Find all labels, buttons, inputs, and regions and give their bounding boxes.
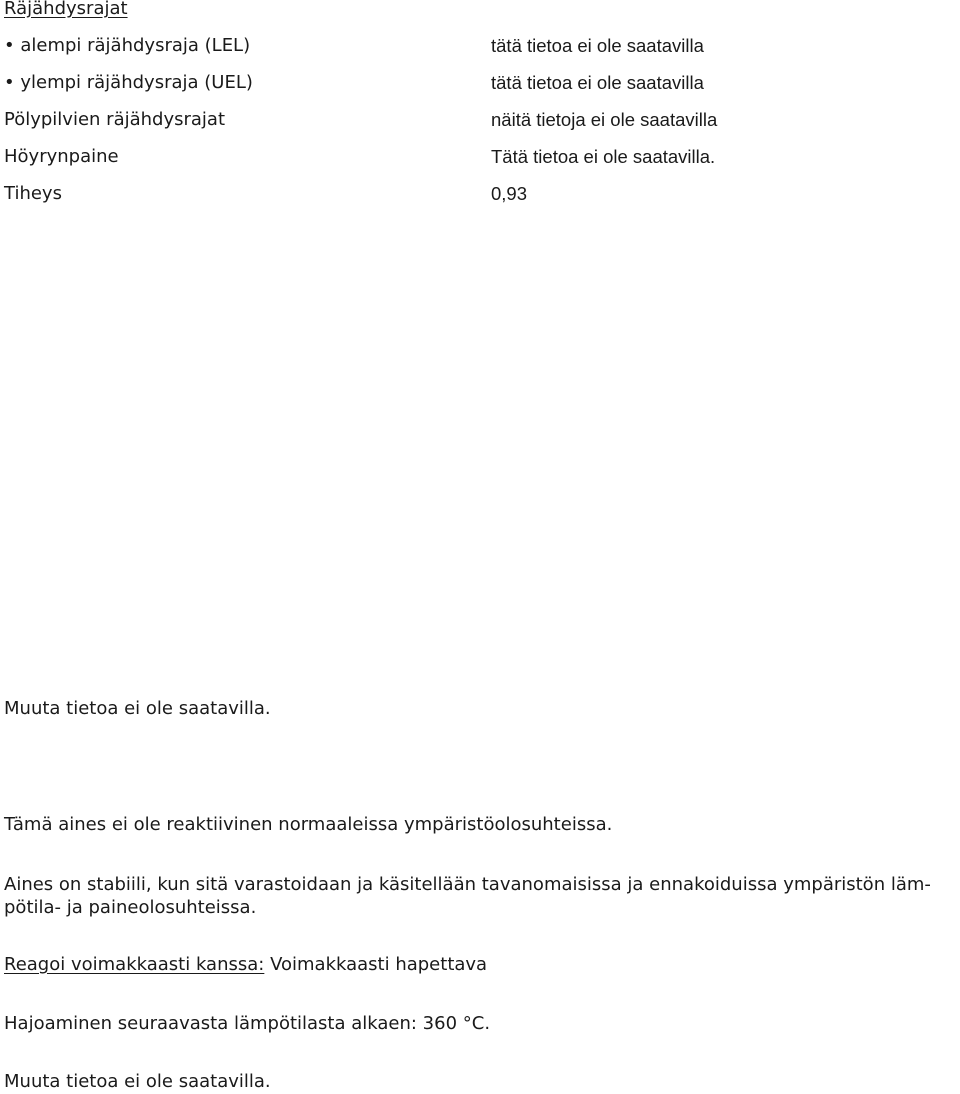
lel-value: tätä tietoa ei ole saatavilla [491,35,704,56]
explosion-limits-heading: Räjähdysrajat [4,0,128,19]
density-value: 0,93 [491,183,528,204]
dust-cloud-label: Pölypilvien räjähdysrajat [4,109,226,130]
vapour-pressure-label: Höyrynpaine [4,146,119,167]
dust-cloud-value: näitä tietoja ei ole saatavilla [491,109,718,130]
other-info-text-2: Muuta tietoa ei ole saatavilla. [4,1071,271,1092]
stability-text [4,873,956,919]
reacts-with-label: Reagoi voimakkaasti kanssa: [4,954,265,975]
reacts-with-value: Voimakkaasti hapettava [270,954,488,975]
stability-line-2: pötila- ja paineolosuhteissa. [4,897,257,918]
reacts-with-row [4,954,487,976]
stability-line-1: Aines on stabiili, kun sitä varastoidaan ja käsitellään tavanomaisissa ja ennakoiduissa ympäristön läm- [4,874,931,895]
reactivity-text: Tämä aines ei ole reaktiivinen normaaleissa ympäristöolosuhteissa. [4,814,613,835]
density-label: Tiheys [4,183,62,204]
uel-label: • ylempi räjähdysraja (UEL) [4,72,253,93]
decomposition-text: Hajoaminen seuraavasta lämpötilasta alkaen: 360 °C. [4,1013,491,1034]
uel-value: tätä tietoa ei ole saatavilla [491,72,704,93]
lel-label: • alempi räjähdysraja (LEL) [4,35,251,56]
other-info-text: Muuta tietoa ei ole saatavilla. [4,698,271,719]
vapour-pressure-value: Tätä tietoa ei ole saatavilla. [491,146,716,167]
